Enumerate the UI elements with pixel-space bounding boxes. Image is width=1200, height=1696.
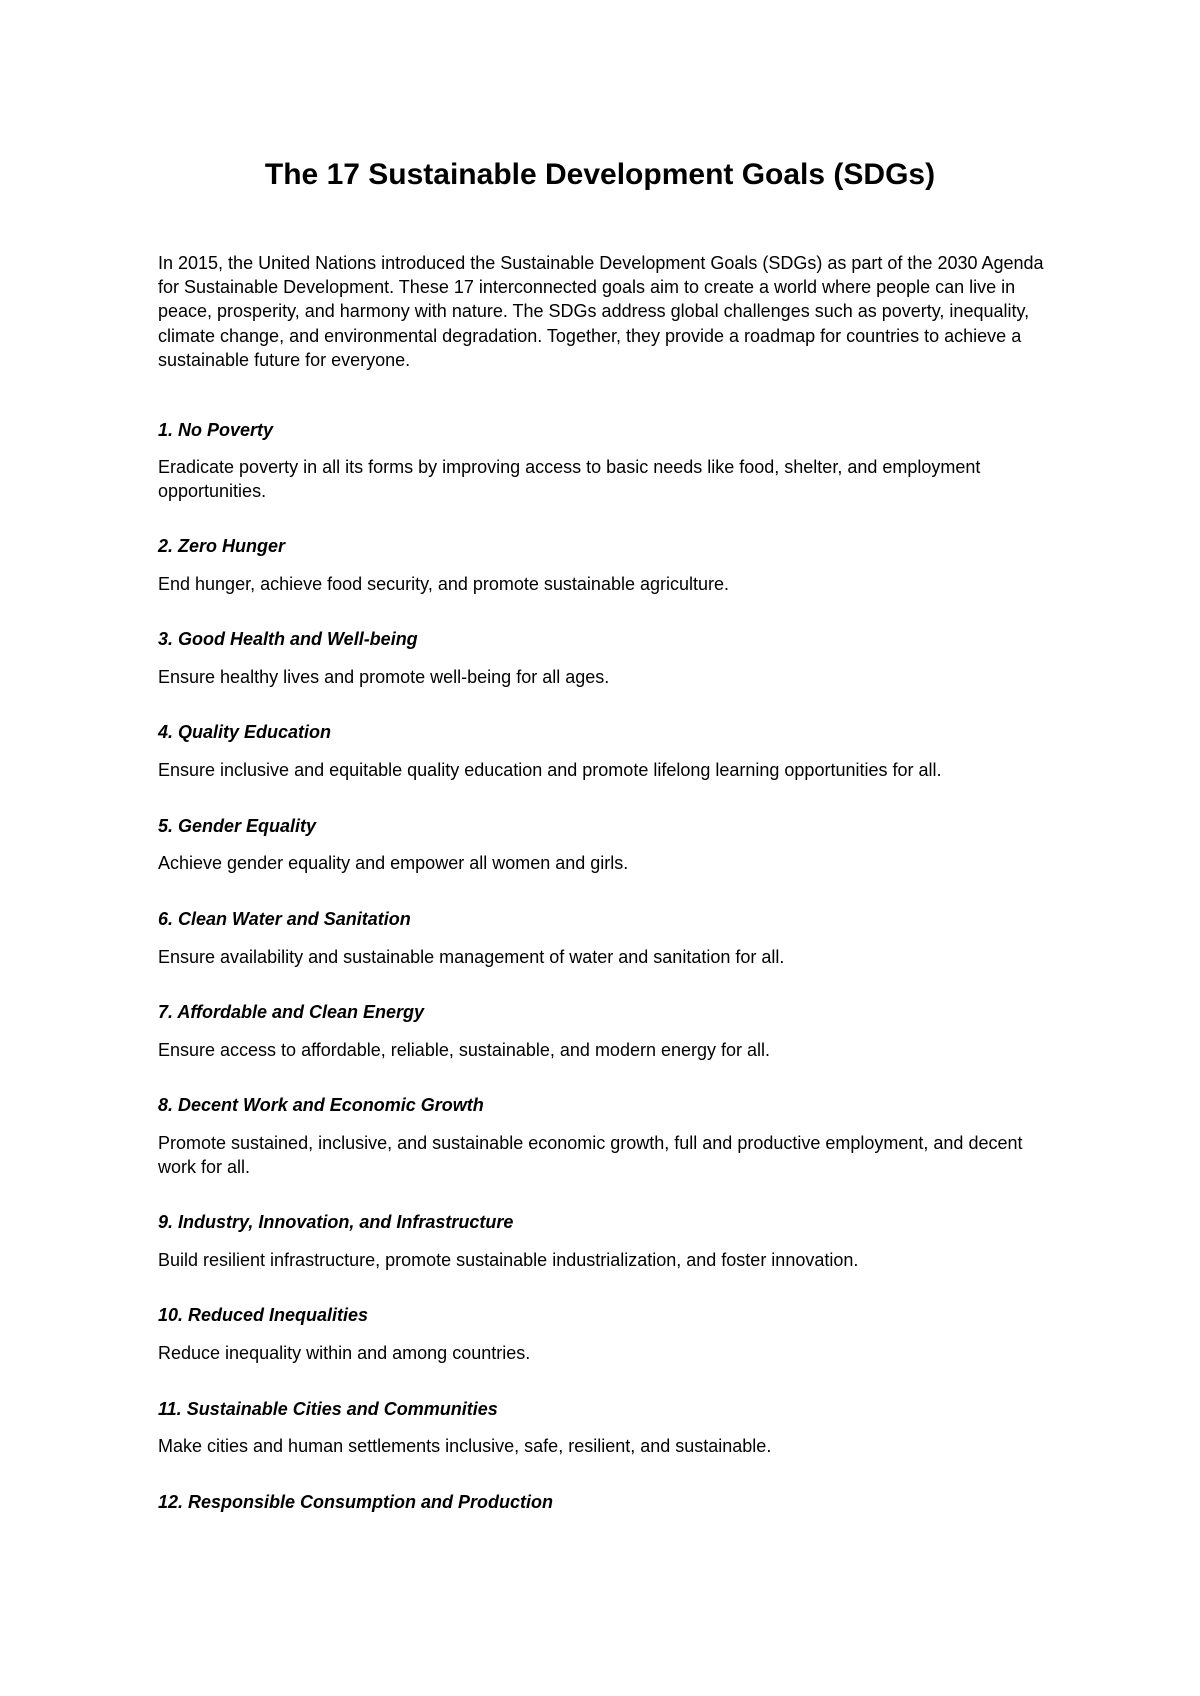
goals-list bbox=[158, 0, 1058, 1696]
goal-description: End hunger, achieve food security, and promote sustainable agriculture. bbox=[158, 574, 730, 594]
goal-heading: 10. Reduced Inequalities bbox=[158, 1305, 369, 1325]
goal-heading: 12. Responsible Consumption and Production bbox=[158, 1492, 554, 1512]
goal-description: Achieve gender equality and empower all women and girls. bbox=[158, 853, 629, 873]
goal-description: Ensure inclusive and equitable quality education and promote lifelong learning opportunities for all. bbox=[158, 760, 942, 780]
goal-description: Reduce inequality within and among countries. bbox=[158, 1343, 531, 1363]
goal-heading: 2. Zero Hunger bbox=[158, 536, 286, 556]
goal-heading: 9. Industry, Innovation, and Infrastructure bbox=[158, 1212, 514, 1232]
goal-heading: 7. Affordable and Clean Energy bbox=[158, 1002, 425, 1022]
goal-heading: 4. Quality Education bbox=[158, 722, 332, 742]
goal-heading: 11. Sustainable Cities and Communities bbox=[158, 1399, 498, 1419]
intro-paragraph: In 2015, the United Nations introduced the Sustainable Development Goals (SDGs) as part of the 2030 Agenda for Sustainable Development. These 17 interconnected goals aim to create a world where people can live in peace, prosperity, and harmony with nature. The SDGs address global challenges such as poverty, inequality, climate change, and environmental degradation. Together, they provide a roadmap for countries to achieve a sustainable future for everyone. bbox=[158, 253, 1044, 370]
goal-heading: 6. Clean Water and Sanitation bbox=[158, 909, 411, 929]
goal-description: Ensure availability and sustainable management of water and sanitation for all. bbox=[158, 947, 785, 967]
goal-description: Build resilient infrastructure, promote sustainable industrialization, and foster innovation. bbox=[158, 1250, 859, 1270]
page-title: The 17 Sustainable Development Goals (SDGs) bbox=[264, 158, 936, 191]
goal-description: Eradicate poverty in all its forms by improving access to basic needs like food, shelter, and employment opportunities. bbox=[158, 457, 981, 501]
goal-description: Ensure healthy lives and promote well-being for all ages. bbox=[158, 667, 610, 687]
goal-description: Promote sustained, inclusive, and sustainable economic growth, full and productive employment, and decent work for all. bbox=[158, 1133, 1023, 1177]
goal-heading: 5. Gender Equality bbox=[158, 816, 317, 836]
goal-description: Make cities and human settlements inclusive, safe, resilient, and sustainable. bbox=[158, 1436, 772, 1456]
goal-heading: 8. Decent Work and Economic Growth bbox=[158, 1095, 484, 1115]
goal-heading: 3. Good Health and Well-being bbox=[158, 629, 418, 649]
goal-heading: 1. No Poverty bbox=[158, 420, 274, 440]
goal-description: Ensure access to affordable, reliable, sustainable, and modern energy for all. bbox=[158, 1040, 771, 1060]
